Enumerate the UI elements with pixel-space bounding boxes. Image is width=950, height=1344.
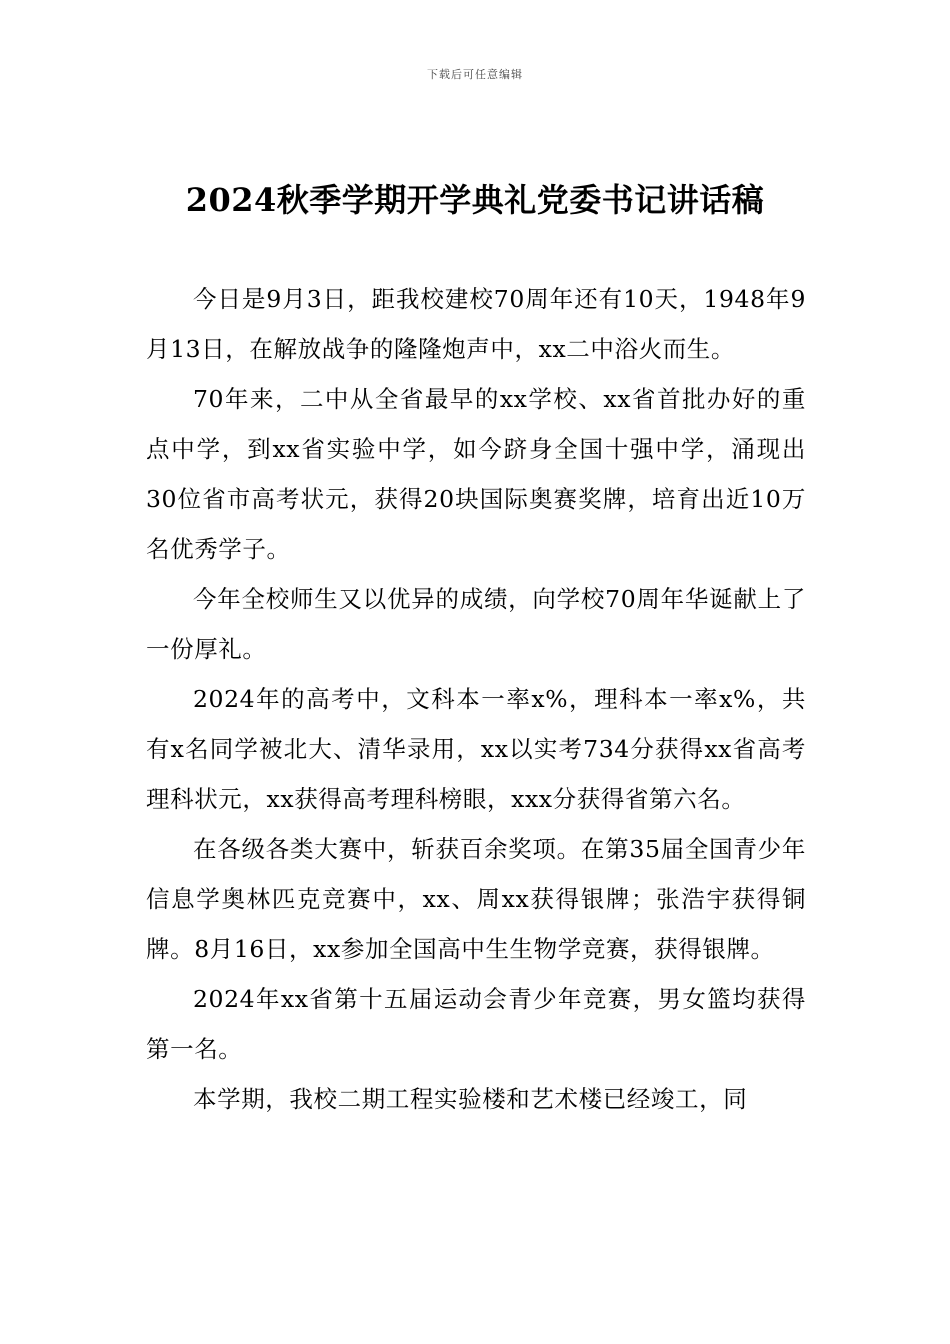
- header-note: 下载后可任意编辑: [427, 68, 523, 81]
- paragraph: 2024年的高考中，文科本一率x%，理科本一率x%，共有x名同学被北大、清华录用，xx以实考734分获得xx省高考理科状元，xx获得高考理科榜眼，xxx分获得省第六名。: [146, 685, 806, 813]
- document-body: [146, 274, 806, 1124]
- document-title: 2024秋季学期开学典礼党委书记讲话稿: [185, 181, 765, 219]
- paragraph: 在各级各类大赛中，斩获百余奖项。在第35届全国青少年信息学奥林匹克竞赛中，xx、周xx获得银牌；张浩宇获得铜牌。8月16日，xx参加全国高中生生物学竞赛，获得银牌。: [146, 835, 806, 963]
- paragraph: 70年来，二中从全省最早的xx学校、xx省首批办好的重点中学，到xx省实验中学，如今跻身全国十强中学，涌现出30位省市高考状元，获得20块国际奥赛奖牌，培育出近10万名优秀学子。: [146, 385, 806, 563]
- paragraph: 本学期，我校二期工程实验楼和艺术楼已经竣工，同: [193, 1085, 748, 1113]
- paragraph: 今年全校师生又以优异的成绩，向学校70周年华诞献上了一份厚礼。: [146, 585, 806, 663]
- paragraph: 2024年xx省第十五届运动会青少年竞赛，男女篮均获得第一名。: [146, 985, 806, 1063]
- paragraph: 今日是9月3日，距我校建校70周年还有10天，1948年9月13日，在解放战争的隆隆炮声中，xx二中浴火而生。: [146, 285, 806, 363]
